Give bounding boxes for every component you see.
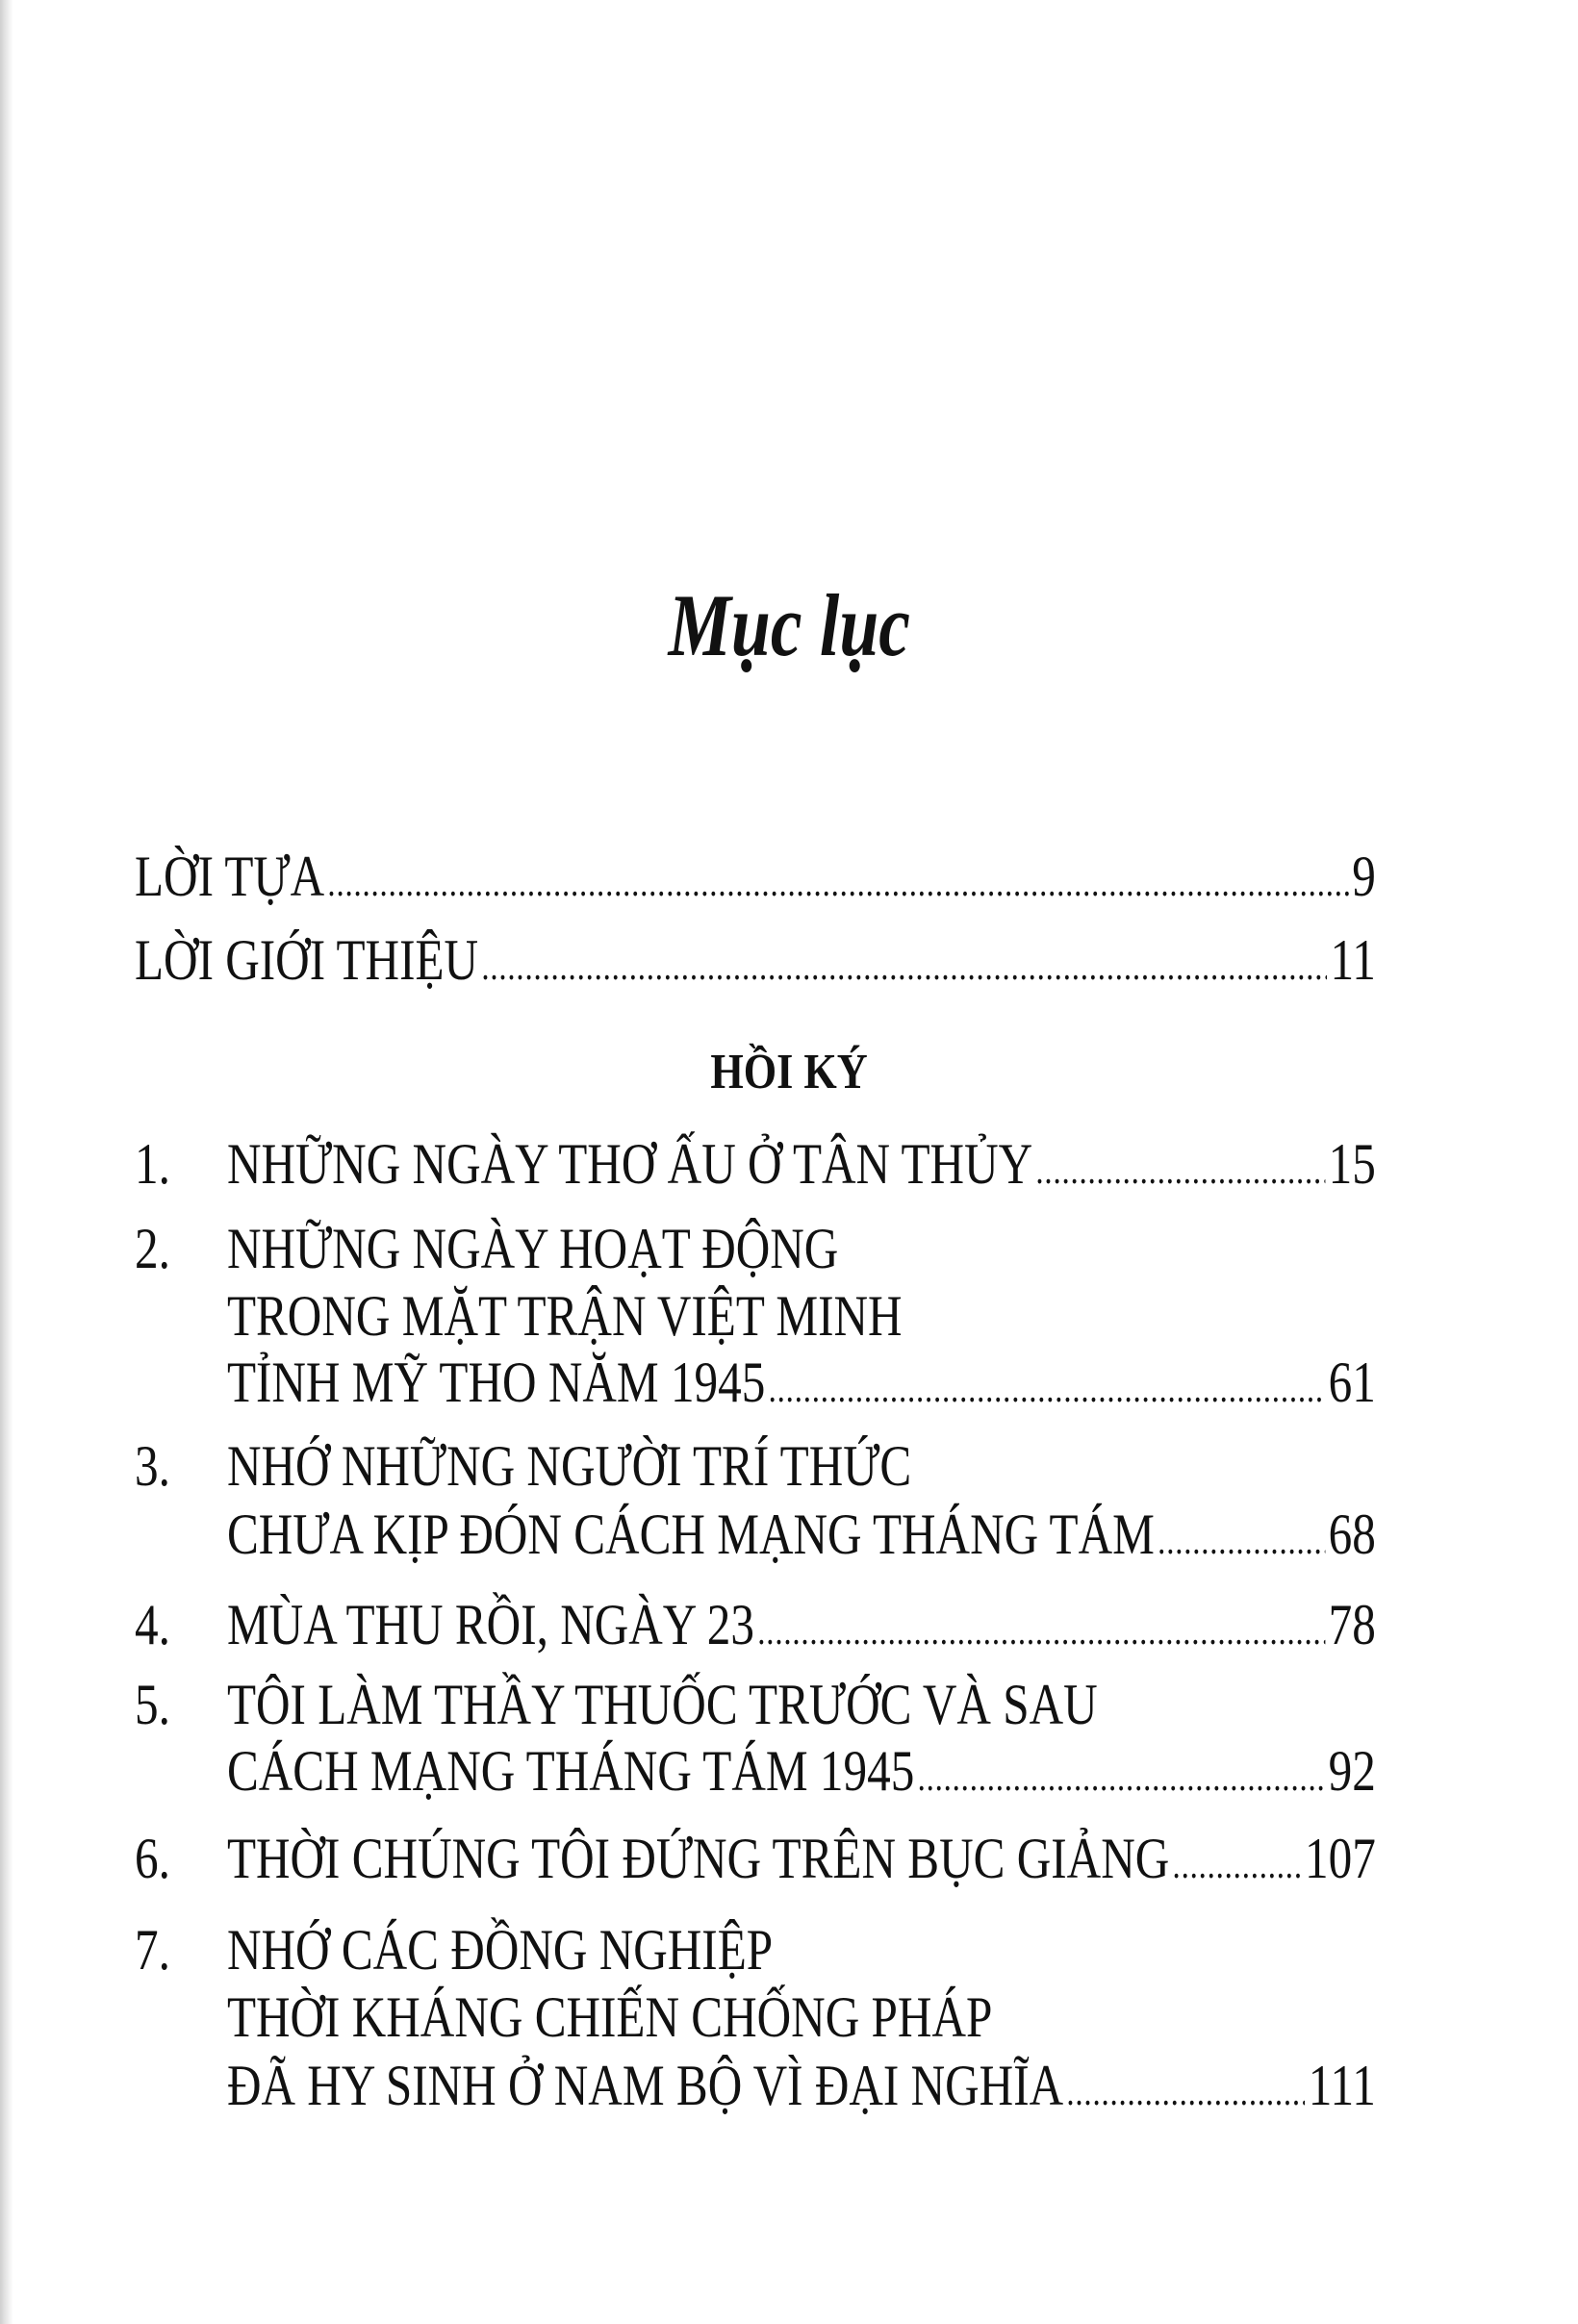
toc-entry-number: 1. [135,1132,170,1196]
toc-page-number: 107 [1305,1827,1376,1890]
toc-entry-label: ĐÃ HY SINH Ở NAM BỘ VÌ ĐẠI NGHĨA [226,2054,1064,2117]
toc-page-number: 11 [1330,928,1376,992]
toc-entry-label: NHỚ CÁC ĐỒNG NGHIỆP [226,1918,774,1982]
section-heading [0,1039,1578,1106]
dot-leader [1035,1134,1325,1207]
toc-entry-7-line-3 [135,2049,1376,2122]
toc-page-number: 9 [1352,845,1376,908]
toc-entry-preface[interactable] [135,840,1376,913]
toc-page-number: 61 [1328,1351,1376,1414]
toc-entry-2-line-2 [135,1279,1376,1352]
toc-entry-2-line-3 [135,1346,1376,1419]
toc-entry-label: TRONG MẶT TRẬN VIỆT MINH [226,1284,903,1348]
toc-entry-7[interactable] [135,1913,1376,1986]
toc-entry-2[interactable] [135,1212,1376,1285]
toc-page-number: 15 [1328,1132,1376,1196]
toc-entry-number: 3. [135,1434,170,1498]
toc-entry-introduction[interactable] [135,923,1376,997]
toc-entry-label: NHỚ NHỮNG NGƯỜI TRÍ THỨC [226,1434,912,1498]
toc-entry-number: 2. [135,1217,170,1280]
toc-entry-3-line-2 [135,1498,1376,1571]
toc-entry-label: LỜI TỰA [135,845,325,908]
toc-entry-5-line-2 [135,1734,1376,1807]
toc-page-number: 111 [1308,2054,1376,2117]
dot-leader [918,1741,1326,1814]
toc-page-number: 78 [1328,1593,1376,1656]
toc-page-number: 68 [1328,1503,1376,1566]
toc-entry-3[interactable] [135,1429,1376,1503]
toc-entry-label: MÙA THU RỒI, NGÀY 23 [226,1593,754,1656]
toc-entry-number: 4. [135,1593,170,1656]
dot-leader [757,1595,1325,1668]
dot-leader [1066,2056,1305,2129]
dot-leader [481,930,1327,1003]
toc-entry-label: THỜI KHÁNG CHIẾN CHỐNG PHÁP [226,1985,993,2049]
toc-entry-label: TÔI LÀM THẦY THUỐC TRƯỚC VÀ SAU [226,1673,1098,1736]
toc-entry-label: LỜI GIỚI THIỆU [135,928,479,992]
toc-entry-label: THỜI CHÚNG TÔI ĐỨNG TRÊN BỤC GIẢNG [226,1827,1170,1890]
toc-entry-label: NHỮNG NGÀY HOẠT ĐỘNG [226,1217,839,1280]
toc-entry-label: CÁCH MẠNG THÁNG TÁM 1945 [226,1739,915,1803]
toc-page-number: 92 [1328,1739,1376,1803]
toc-entry-number: 7. [135,1918,170,1982]
section-heading-text: HỒI KÝ [710,1045,868,1099]
toc-entry-5[interactable] [135,1668,1376,1741]
dot-leader [1173,1829,1302,1902]
dot-leader [327,846,1349,920]
page-title [0,568,1578,683]
toc-entry-label: TỈNH MỸ THO NĂM 1945 [226,1351,766,1414]
toc-entry-label: NHỮNG NGÀY THƠ ẤU Ở TÂN THỦY [226,1132,1033,1196]
scan-edge-shadow [0,0,13,2324]
dot-leader [1158,1504,1325,1578]
toc-entry-7-line-2 [135,1981,1376,2054]
toc-entry-6[interactable] [135,1822,1376,1895]
toc-entry-1[interactable] [135,1127,1376,1200]
toc-entry-label: CHƯA KỊP ĐÓN CÁCH MẠNG THÁNG TÁM [226,1503,1155,1566]
dot-leader [769,1352,1326,1426]
toc-entry-number: 6. [135,1827,170,1890]
page-title-text: Mục lục [668,576,910,674]
toc-entry-number: 5. [135,1673,170,1736]
toc-entry-4[interactable] [135,1588,1376,1661]
